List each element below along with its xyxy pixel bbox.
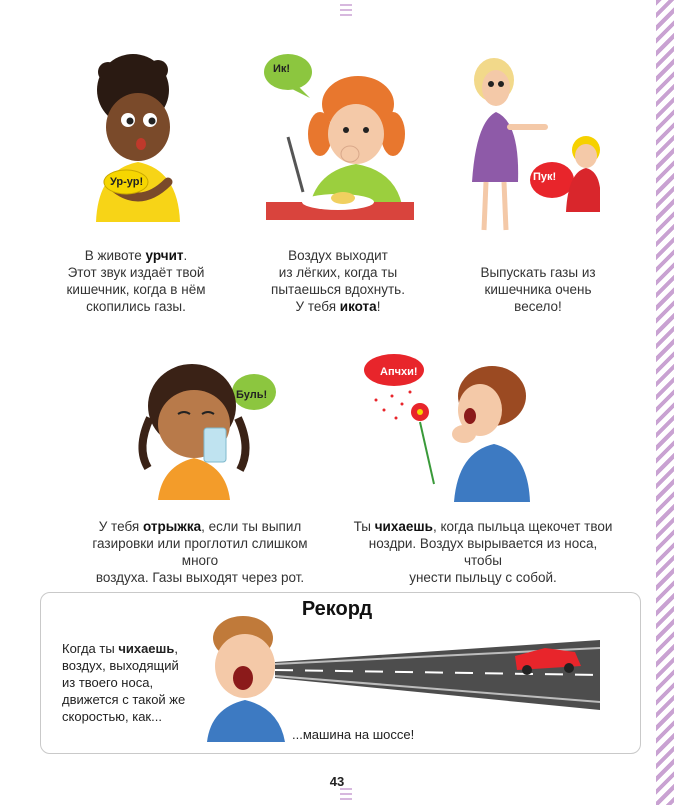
caption-gas: Выпускать газы из кишечника очень весело! [480, 265, 596, 314]
bubble-bul: Буль! [236, 389, 268, 401]
woman-and-child-illustration [460, 52, 600, 234]
bubble-urchit: Ур-ур! [110, 176, 144, 188]
decorative-stripe [656, 0, 674, 805]
caption-sneeze: Ты чихаешь, когда пыльца щекочет твои ноздри. Воздух вырывается из носа, чтобы унести пыльцу с собой. [353, 519, 613, 585]
caption-rumbling: В животе урчит. Этот звук издаёт твой кишечник, когда в нём скопились газы. [66, 248, 206, 314]
record-text: Когда ты чихаешь, воздух, выходящий из твоего носа, движется с такой же скоростью, как... [62, 641, 186, 724]
girl-burp-illustration [128, 358, 288, 500]
menu-marker-icon [340, 788, 352, 803]
menu-marker-icon [340, 4, 352, 19]
bubble-apchi: Апчхи! [380, 366, 418, 378]
bubble-puk: Пук! [533, 171, 557, 183]
record-title: Рекорд [301, 598, 373, 620]
boy-rumbling-illustration [78, 52, 198, 227]
bubble-ik: Ик! [273, 63, 291, 75]
caption-hiccup: Воздух выходит из лёгких, когда ты пытаешься вдохнуть. У тебя икота! [271, 248, 405, 314]
caption-burp: У тебя отрыжка, если ты выпил газировки или проглотил слишком много воздуха. Газы выходят через рот. [92, 519, 308, 585]
sneeze-vs-car-illustration [205, 612, 605, 742]
page-number: 43 [329, 774, 345, 789]
car-caption: ...машина на шоссе! [292, 727, 415, 742]
